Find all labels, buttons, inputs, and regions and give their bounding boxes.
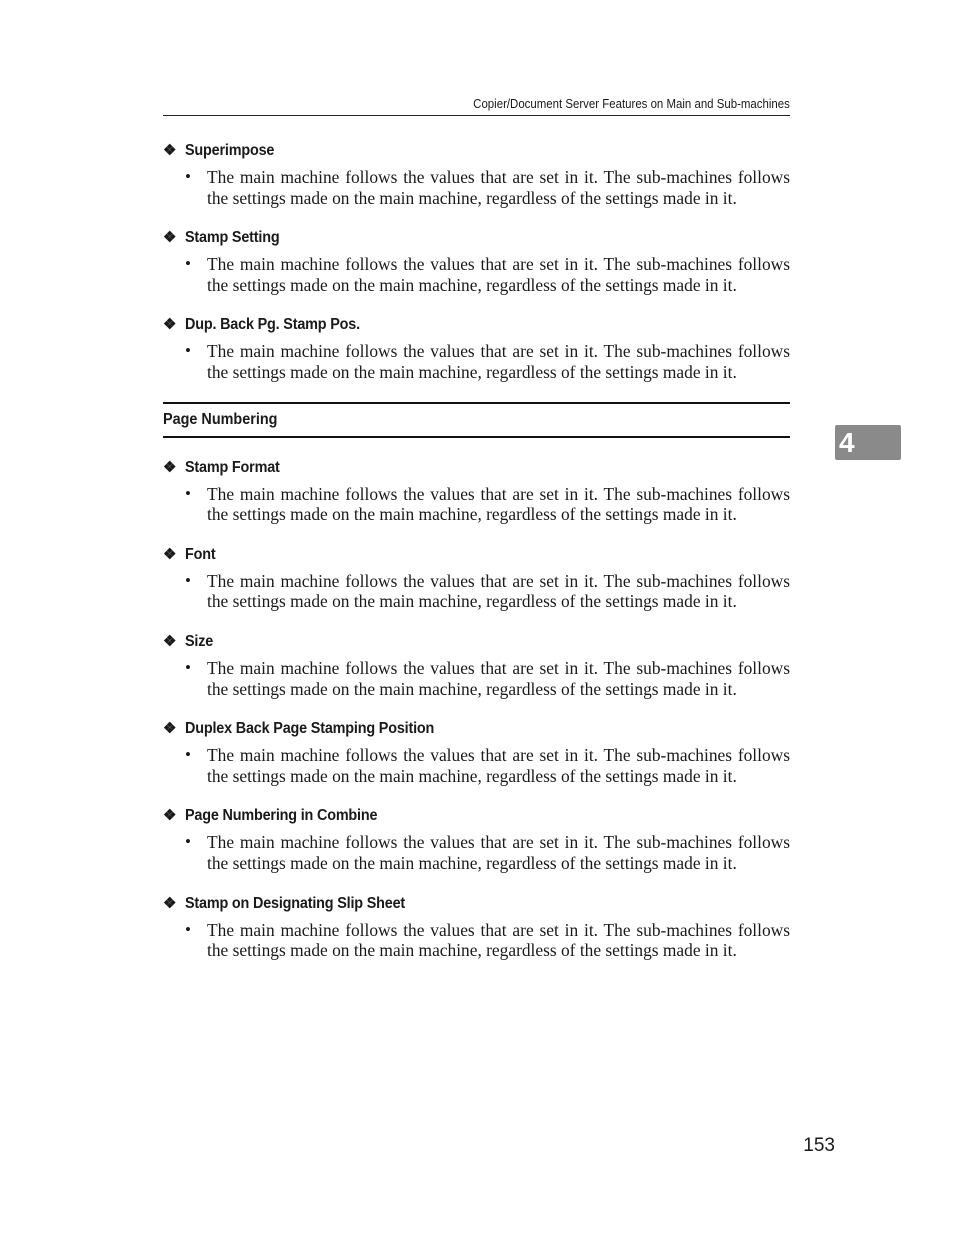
setting-title: Dup. Back Pg. Stamp Pos. [185,316,360,334]
diamond-bullet-icon: ❖ [163,807,177,825]
diamond-bullet-icon: ❖ [163,229,177,247]
setting-description-text: The main machine follows the values that are set in it. The sub-machines follows the settings made on the main machine, regardless of the settings made in it. [207,341,790,382]
section-title: Page Numbering [163,410,278,428]
diamond-bullet-icon: ❖ [163,316,177,334]
bullet-dot-icon: • [185,483,191,503]
setting-description [185,832,790,873]
bullet-dot-icon: • [185,341,191,361]
setting-description-text: The main machine follows the values that are set in it. The sub-machines follows the settings made on the main machine, regardless of the settings made in it. [207,570,790,612]
setting-description-text: The main machine follows the values that are set in it. The sub-machines follows the settings made on the main machine, regardless of the settings made in it. [207,167,790,208]
setting-item [163,140,790,208]
setting-description [185,483,790,525]
setting-heading [163,893,790,915]
setting-description-text: The main machine follows the values that are set in it. The sub-machines follows the settings made on the main machine, regardless of the settings made in it. [207,483,790,525]
setting-item [163,457,790,525]
bullet-dot-icon: • [185,167,191,186]
bullet-dot-icon: • [185,570,191,590]
bullet-dot-icon: • [185,832,191,852]
setting-item [163,544,790,612]
setting-description [185,570,790,612]
setting-item [163,893,790,961]
setting-title: Superimpose [185,142,275,159]
setting-description [185,745,790,786]
setting-heading [163,805,790,827]
chapter-number: 4 [839,427,855,458]
bullet-dot-icon: • [185,745,191,765]
setting-heading [163,631,790,653]
diamond-bullet-icon: ❖ [163,894,177,912]
setting-title: Page Numbering in Combine [185,807,378,825]
setting-heading [163,140,790,162]
setting-item [163,805,790,873]
setting-item [163,227,790,295]
page-number: 153 [803,1135,835,1156]
running-header-title: Copier/Document Server Features on Main and Sub-machines [473,96,790,111]
setting-item [163,631,790,699]
bullet-dot-icon: • [185,254,191,274]
setting-heading [163,718,790,740]
setting-heading [163,314,790,336]
setting-title: Size [185,632,214,650]
setting-description [185,341,790,382]
setting-item [163,718,790,786]
setting-title: Stamp Format [185,458,280,476]
setting-description-text: The main machine follows the values that are set in it. The sub-machines follows the settings made on the main machine, regardless of the settings made in it. [207,919,790,961]
setting-description [185,657,790,699]
chapter-tab [835,425,901,460]
setting-title: Duplex Back Page Stamping Position [185,720,435,738]
setting-heading [163,457,790,479]
setting-description-text: The main machine follows the values that are set in it. The sub-machines follows the settings made on the main machine, regardless of the settings made in it. [207,832,790,873]
diamond-bullet-icon: ❖ [163,720,177,738]
setting-title: Stamp on Designating Slip Sheet [185,894,406,912]
setting-description [185,254,790,295]
setting-description-text: The main machine follows the values that are set in it. The sub-machines follows the settings made on the main machine, regardless of the settings made in it. [207,745,790,786]
setting-title: Font [185,545,216,563]
setting-heading [163,544,790,566]
page-content [163,140,790,980]
diamond-bullet-icon: ❖ [163,632,177,650]
bullet-dot-icon: • [185,919,191,939]
diamond-bullet-icon: ❖ [163,458,177,476]
setting-item [163,314,790,382]
setting-title: Stamp Setting [185,229,280,247]
setting-description [185,167,790,208]
section-heading [163,402,790,438]
diamond-bullet-icon: ❖ [163,545,177,563]
bullet-dot-icon: • [185,657,191,677]
running-header [163,95,790,116]
setting-description-text: The main machine follows the values that are set in it. The sub-machines follows the settings made on the main machine, regardless of the settings made in it. [207,254,790,295]
diamond-bullet-icon: ❖ [163,142,177,159]
setting-heading [163,227,790,249]
setting-description-text: The main machine follows the values that are set in it. The sub-machines follows the settings made on the main machine, regardless of the settings made in it. [207,657,790,699]
setting-description [185,919,790,961]
